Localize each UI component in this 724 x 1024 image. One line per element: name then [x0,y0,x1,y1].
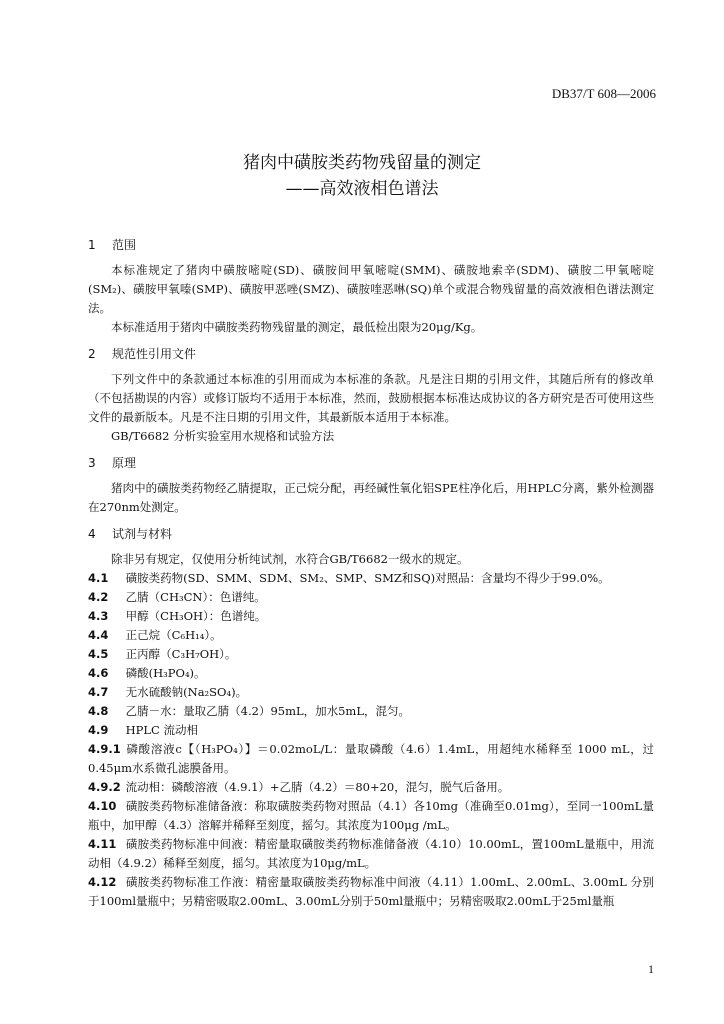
clause-text: 无水硫酸钠(Na₂SO₄)。 [125,685,248,699]
clause-item [88,778,654,797]
clause-number: 4.10 [88,799,117,813]
title-line-2: ——高效液相色谱法 [285,179,439,199]
clause-number: 4.2 [88,590,109,604]
paragraph: 猪肉中的磺胺类药物经乙腈提取，正己烷分配，再经碱性氧化铝SPE柱净化后，用HPLC分离，紫外检测器在270nm处测定。 [88,481,654,514]
clause-item [88,702,654,721]
standard-number: DB37/T 608—2006 [551,86,656,101]
section-number: 4 [88,527,96,541]
section-2-heading [88,345,654,364]
clause-item [88,740,654,778]
clause-number: 4.12 [88,875,117,889]
clause-number: 4.9.2 [88,780,121,794]
section-title: 规范性引用文件 [112,347,197,361]
clause-number: 4.11 [88,837,117,851]
clause-item [88,588,654,607]
clause-number: 4.4 [88,628,109,642]
clause-text: 磺胺类药物标准工作液：精密量取磺胺类药物标准中间液（4.11）1.00mL、2.00mL、3.00mL 分别于100ml量瓶中；另精密吸取2.00mL、3.00mL分别于50ml量瓶中；另精密吸取2.00mL于25ml量瓶 [88,875,655,908]
clause-text: 磷酸溶液c【（H₃PO₄）】＝0.02moL/L：量取磷酸（4.6）1.4mL，用超纯水稀释至 1000 mL，过0.45μm水系微孔滤膜备用。 [88,742,654,775]
clause-item [88,797,654,835]
paragraph: 除非另有规定，仅使用分析纯试剂，水符合GB/T6682一级水的规定。 [111,552,469,566]
clause-item [88,683,654,702]
clause-text: 磷酸(H₃PO₄)。 [125,666,206,680]
section-number: 1 [88,238,96,252]
clause-text: 磺胺类药物标准储备液：称取磺胺类药物对照品（4.1）各10mg（准确至0.01mg），至同一100mL量瓶中，加甲醇（4.3）溶解并稀释至刻度，摇匀。其浓度为100μg /mL。 [88,799,654,832]
section-number: 3 [88,456,96,470]
paragraph: 本标准适用于猪肉中磺胺类药物残留量的测定，最低检出限为20μg/Kg。 [111,320,483,334]
title-line-1: 猪肉中磺胺类药物残留量的测定 [243,153,481,173]
clause-text: HPLC 流动相 [125,723,199,737]
section-3-heading [88,454,654,473]
clause-item [88,721,654,740]
clause-item [88,664,654,683]
clause-text: 甲醇（CH₃OH）：色谱纯。 [125,609,267,623]
section-title: 原理 [112,456,137,470]
clause-item [88,569,654,588]
section-title: 范围 [112,238,137,252]
section-4-heading [88,525,654,544]
clause-text: 正己烷（C₆H₁₄）。 [125,628,222,642]
clause-number: 4.8 [88,704,109,718]
clause-text: 流动相：磷酸溶液（4.9.1）+乙腈（4.2）＝80+20，混匀，脱气后备用。 [125,780,510,794]
clause-text: 正丙醇（C₃H₇OH）。 [125,647,237,661]
clause-number: 4.9 [88,723,109,737]
clause-item [88,873,654,911]
clause-item [88,645,654,664]
paragraph: 本标准规定了猪肉中磺胺嘧啶(SD)、磺胺间甲氧嘧啶(SMM)、磺胺地索辛(SDM)、磺胺二甲氧嘧啶(SM₂)、磺胺甲氧嗪(SMP)、磺胺甲恶唑(SMZ)、磺胺喹恶啉(SQ)单个或混合物残留量的高效液相色谱法测定法。 [88,263,654,315]
document-title [0,150,724,202]
clause-number: 4.9.1 [88,742,121,756]
section-1-heading [88,236,654,255]
clause-text: 磺胺类药物(SD、SMM、SDM、SM₂、SMP、SMZ和SQ)对照品：含量均不得少于99.0%。 [125,571,610,585]
clause-number: 4.3 [88,609,109,623]
page-number: 1 [648,962,654,976]
document-body [88,236,654,911]
clause-text: 乙腈－水：量取乙腈（4.2）95mL，加水5mL，混匀。 [125,704,410,718]
clause-text: 磺胺类药物标准中间液：精密量取磺胺类药物标准储备液（4.10）10.00mL，置100mL量瓶中，用流动相（4.9.2）稀释至刻度，摇匀。其浓度为10μg/mL。 [88,837,654,870]
clause-item [88,607,654,626]
clause-text: 乙腈（CH₃CN）：色谱纯。 [125,590,266,604]
reference-entry: GB/T6682 分析实验室用水规格和试验方法 [111,429,335,443]
section-title: 试剂与材料 [112,527,173,541]
clause-number: 4.7 [88,685,109,699]
section-number: 2 [88,347,96,361]
clause-item [88,626,654,645]
clause-item [88,835,654,873]
clause-number: 4.1 [88,571,109,585]
clause-number: 4.5 [88,647,109,661]
paragraph: 下列文件中的条款通过本标准的引用而成为本标准的条款。凡是注日期的引用文件，其随后所有的修改单（不包括勘误的内容）或修订版均不适用于本标准，然而，鼓励根据本标准达成协议的各方研究是否可使用这些文件的最新版本。凡是不注日期的引用文件，其最新版本适用于本标准。 [88,372,654,424]
clause-number: 4.6 [88,666,109,680]
